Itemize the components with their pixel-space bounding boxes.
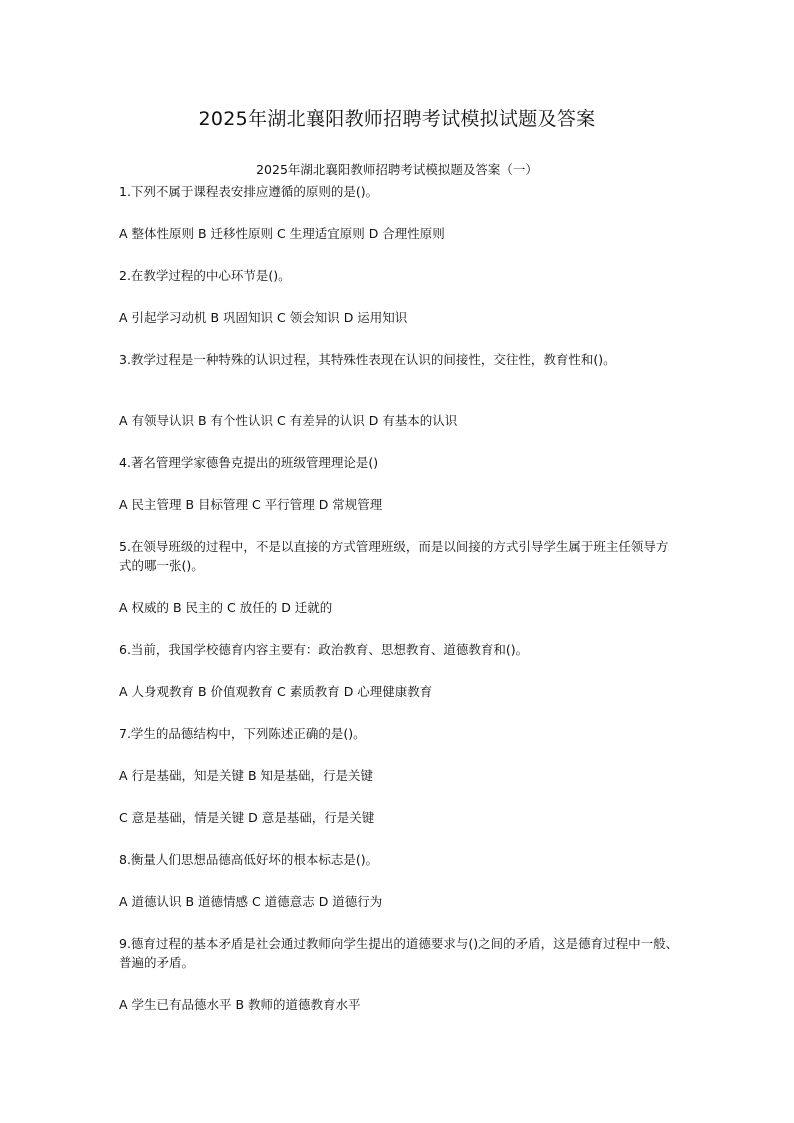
question-7-options-row-1: A 行是基础，知是关键 B 知是基础，行是关键	[119, 768, 374, 783]
document-title: 2025年湖北襄阳教师招聘考试模拟试题及答案	[198, 108, 596, 130]
question-5-options: A 权威的 B 民主的 C 放任的 D 迁就的	[119, 600, 333, 615]
question-6: 6.当前，我国学校德育内容主要有：政治教育、思想教育、道德教育和()。	[119, 642, 529, 657]
question-1: 1.下列不属于课程表安排应遵循的原则的是()。	[119, 184, 379, 199]
question-4-options: A 民主管理 B 目标管理 C 平行管理 D 常规管理	[119, 497, 383, 512]
question-7: 7.学生的品德结构中，下列陈述正确的是()。	[119, 726, 366, 741]
question-2-options: A 引起学习动机 B 巩固知识 C 领会知识 D 运用知识	[119, 310, 408, 325]
question-9-options: A 学生已有品德水平 B 教师的道德教育水平	[119, 997, 361, 1012]
question-6-options: A 人身观教育 B 价值观教育 C 素质教育 D 心理健康教育	[119, 684, 433, 699]
question-4: 4.著名管理学家德鲁克提出的班级管理理论是()	[119, 455, 379, 470]
question-8-options: A 道德认识 B 道德情感 C 道德意志 D 道德行为	[119, 894, 383, 909]
question-list	[119, 182, 679, 1014]
question-7-options-row-2: C 意是基础，情是关键 D 意是基础，行是关键	[119, 810, 375, 825]
question-3-options: A 有领导认识 B 有个性认识 C 有差异的认识 D 有基本的认识	[119, 413, 458, 428]
question-1-options: A 整体性原则 B 迁移性原则 C 生理适宜原则 D 合理性原则	[119, 226, 445, 241]
question-5: 5.在领导班级的过程中，不是以直接的方式管理班级，而是以间接的方式引导学生属于班主任领导方式的哪一张()。	[119, 539, 669, 573]
question-2: 2.在教学过程的中心环节是()。	[119, 268, 291, 283]
question-8: 8.衡量人们思想品德高低好坏的根本标志是()。	[119, 852, 379, 867]
document-subtitle: 2025年湖北襄阳教师招聘考试模拟题及答案（一）	[256, 162, 538, 177]
question-9: 9.德育过程的基本矛盾是社会通过教师向学生提出的道德要求与()之间的矛盾，这是德育过程中一般、普遍的矛盾。	[119, 936, 679, 970]
question-3: 3.教学过程是一种特殊的认识过程，其特殊性表现在认识的间接性，交往性，教育性和()。	[119, 352, 616, 367]
